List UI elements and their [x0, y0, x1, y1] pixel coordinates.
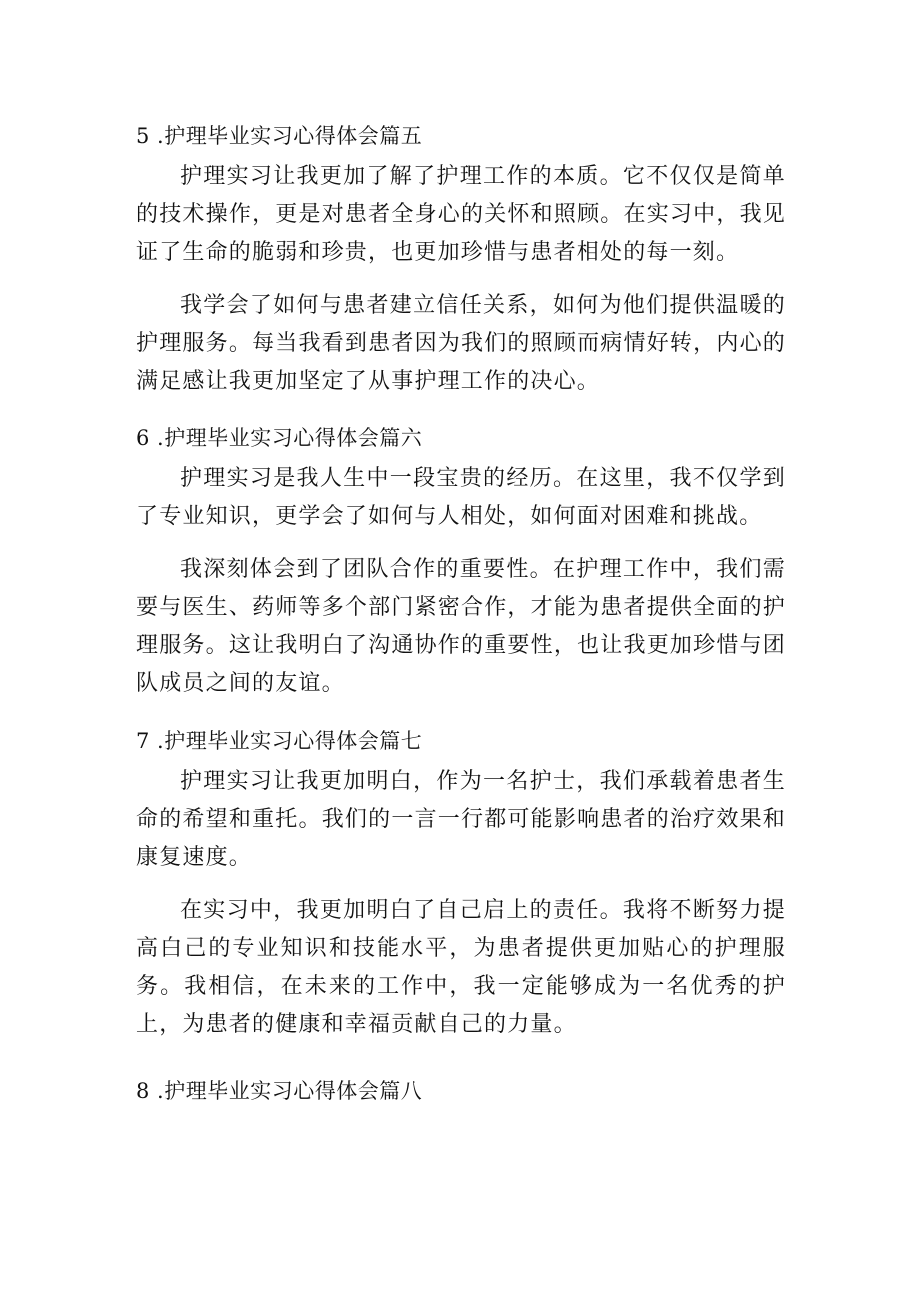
section-heading-7: 7 .护理毕业实习心得体会篇七 — [136, 729, 423, 753]
section-heading-5: 5 .护理毕业实习心得体会篇五 — [136, 124, 423, 148]
section-6-paragraph-2: 我深刻体会到了团队合作的重要性。在护理工作中，我们需要与医生、药师等多个部门紧密合作，才能为患者提供全面的护理服务。这让我明白了沟通协作的重要性，也让我更加珍惜与团队成员之间的友谊。 — [136, 557, 786, 696]
section-5-paragraph-1: 护理实习让我更加了解了护理工作的本质。它不仅仅是简单的技术操作，更是对患者全身心的关怀和照顾。在实习中，我见证了生命的脆弱和珍贵，也更加珍惜与患者相处的每一刻。 — [136, 164, 786, 265]
section-5-paragraph-2: 我学会了如何与患者建立信任关系，如何为他们提供温暖的护理服务。每当我看到患者因为我们的照顾而病情好转，内心的满足感让我更加坚定了从事护理工作的决心。 — [136, 293, 786, 394]
section-heading-8: 8 .护理毕业实习心得体会篇八 — [136, 1079, 423, 1103]
section-7-paragraph-2: 在实习中，我更加明白了自己启上的责任。我将不断努力提高白己的专业知识和技能水平，为患者提供更加贴心的护理服务。我相信，在未来的工作中，我一定能够成为一名优秀的护上，为患者的健康和幸福贡献自己的力量。 — [136, 898, 786, 1037]
section-6-paragraph-1: 护理实习是我人生中一段宝贵的经历。在这里，我不仅学到了专业知识，更学会了如何与人相处，如何面对困难和挑战。 — [136, 466, 786, 529]
section-7-paragraph-1: 护理实习让我更加明白，作为一名护士，我们承载着患者生命的希望和重托。我们的一言一行都可能影响患者的治疗效果和康复速度。 — [136, 769, 786, 870]
section-heading-6: 6 .护理毕业实习心得体会篇六 — [136, 426, 423, 450]
